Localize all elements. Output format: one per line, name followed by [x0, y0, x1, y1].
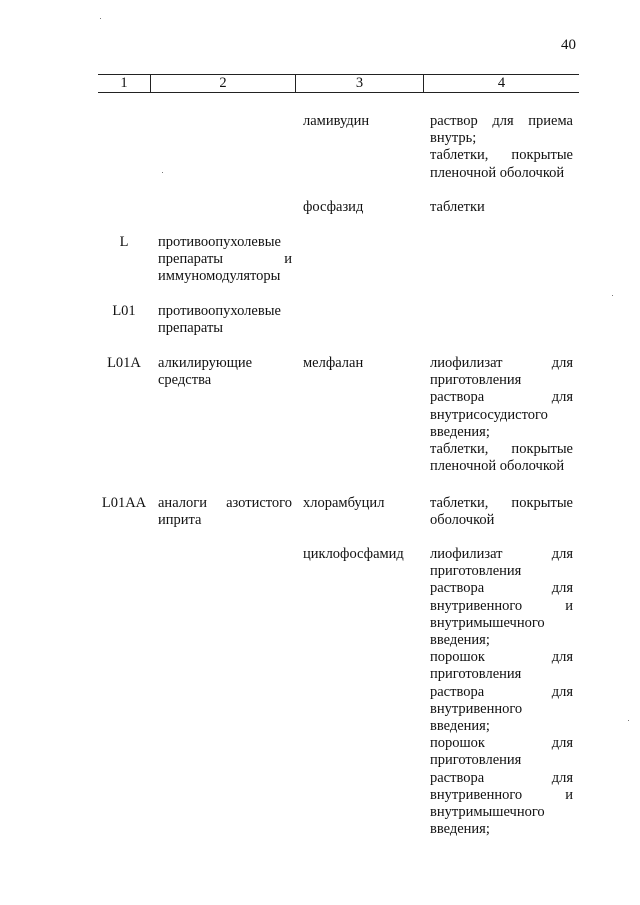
dosage-form-line: таблетки, покрытые [430, 495, 573, 511]
anatomical-group-line: алкилирующие [158, 355, 253, 371]
anatomical-group-line: противоопухолевые [158, 234, 281, 250]
dosage-form [430, 199, 573, 216]
anatomical-group-line: средства [158, 372, 212, 389]
scan-speck [628, 720, 629, 721]
dosage-form-line: раствора для [430, 683, 573, 700]
dosage-form [430, 495, 573, 529]
dosage-form-line: лиофилизат для [430, 355, 573, 371]
dosage-form-line: внутривенного и [430, 786, 573, 803]
drug-name: ламивудин [303, 113, 370, 129]
atc-code: L01A [107, 355, 141, 371]
drug-name: хлорамбуцил [303, 495, 385, 511]
anatomical-group-line: противоопухолевые [158, 303, 281, 319]
dosage-form-line: введения; [430, 632, 490, 649]
dosage-form-line: пленочной оболочкой [430, 458, 565, 475]
dosage-form-line: раствора для [430, 769, 573, 786]
dosage-form-line: пленочной оболочкой [430, 164, 565, 181]
dosage-form-line: лиофилизат для [430, 546, 573, 562]
dosage-form-line: приготовления [430, 563, 522, 580]
dosage-form-line: введения; [430, 718, 490, 735]
header-col-4: 4 [497, 75, 506, 91]
dosage-form-line: введения; [430, 821, 490, 838]
dosage-form-line: раствора для [430, 580, 573, 597]
dosage-form-line: раствор для приема [430, 113, 573, 129]
dosage-form-line: приготовления [430, 372, 522, 389]
header-col-2: 2 [219, 75, 227, 91]
dosage-form-line: порошок для [430, 649, 573, 666]
dosage-form-line: внутривенного [430, 700, 523, 717]
anatomical-group [158, 495, 292, 529]
dosage-form-line: приготовления [430, 666, 522, 683]
anatomical-group-line: иммуномодуляторы [158, 268, 281, 285]
dosage-form-line: таблетки [430, 199, 485, 215]
dosage-form [430, 546, 573, 838]
anatomical-group-line: иприта [158, 512, 202, 529]
anatomical-group-line: препараты и [158, 251, 292, 268]
anatomical-group [158, 303, 292, 337]
atc-code: L [119, 234, 129, 250]
atc-code: L01AA [101, 495, 147, 511]
scan-speck [612, 295, 613, 296]
dosage-form-line: внутривенного и [430, 597, 573, 614]
drug-name: мелфалан [303, 355, 364, 371]
dosage-form-line: внутримышечного [430, 804, 545, 821]
header-col-1: 1 [120, 75, 128, 91]
anatomical-group-line: препараты [158, 320, 224, 337]
scan-speck [162, 172, 163, 173]
page-number: 40 [561, 37, 576, 53]
dosage-form-line: введения; [430, 423, 490, 440]
dosage-form-line: внутрь; [430, 130, 477, 147]
header-col-3: 3 [355, 75, 364, 91]
dosage-form-line: таблетки, покрытые [430, 441, 573, 458]
anatomical-group [158, 355, 292, 389]
dosage-form-line: порошок для [430, 735, 573, 752]
dosage-form-line: раствора для [430, 389, 573, 406]
anatomical-group-line: аналоги азотистого [158, 495, 292, 511]
scan-speck [100, 18, 101, 19]
header-bottom-rule [98, 92, 579, 93]
dosage-form [430, 113, 573, 182]
dosage-form-line: приготовления [430, 752, 522, 769]
dosage-form-line: оболочкой [430, 512, 495, 529]
dosage-form [430, 355, 573, 475]
atc-code: L01 [112, 303, 136, 319]
drug-name: циклофосфамид [303, 546, 404, 562]
anatomical-group [158, 234, 292, 286]
dosage-form-line: внутрисосудистого [430, 406, 548, 423]
dosage-form-line: таблетки, покрытые [430, 147, 573, 164]
drug-name: фосфазид [303, 199, 364, 215]
dosage-form-line: внутримышечного [430, 614, 545, 631]
